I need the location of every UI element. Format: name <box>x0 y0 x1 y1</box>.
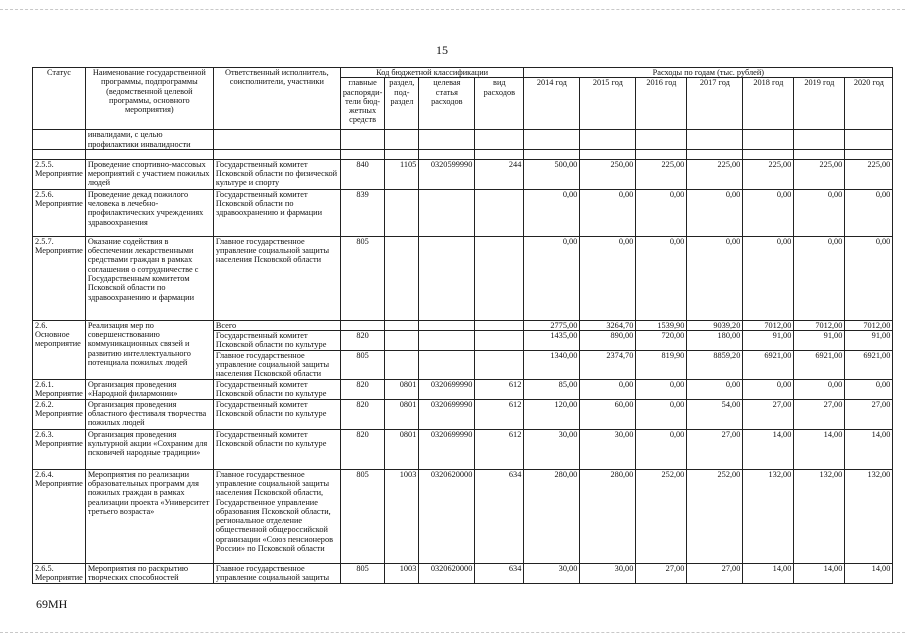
cell-name: Реализация мер по совершенствованию коммуникационных связей и развитию интеллектуального потенциала пожилых людей <box>85 320 213 379</box>
cell-section: 1105 <box>385 159 419 189</box>
cell-section <box>385 189 419 236</box>
cell-value: 252,00 <box>687 469 743 563</box>
cell-value: 8859,20 <box>687 350 743 379</box>
cell-value: 27,00 <box>636 563 687 583</box>
footer-code: 69МН <box>36 597 68 611</box>
cell-value: 0,00 <box>580 189 636 236</box>
cell-value: 91,00 <box>743 331 794 351</box>
cell-article: 0320620000 <box>419 469 475 563</box>
cell-value: 225,00 <box>687 159 743 189</box>
cell-name: Организация проведения культурной акции «Сохраним для псковичей народные традиции» <box>85 429 213 469</box>
header-grbs: главные распоряди-тели бюд-жетных средств <box>340 78 385 130</box>
cell-value: 0,00 <box>636 429 687 469</box>
cell-status: 2.5.7. Мероприятие <box>33 236 86 320</box>
cell-value: 27,00 <box>743 399 794 429</box>
header-name: Наименование государственной программы, подпрограммы (ведомственной целевой программы, основного мероприятия) <box>85 68 213 130</box>
cell-value: 0,00 <box>743 236 794 320</box>
cell-value: 14,00 <box>743 563 794 583</box>
cell-executor: Главное государственное управление социальной защиты населения Псковской области <box>213 350 340 379</box>
cell-value: 0,00 <box>524 236 580 320</box>
cell-value: 0,00 <box>743 379 794 399</box>
table-row <box>33 189 893 236</box>
cell-value: 30,00 <box>580 429 636 469</box>
cell-value: 120,00 <box>524 399 580 429</box>
cell-value: 0,00 <box>687 236 743 320</box>
cell-value: 85,00 <box>524 379 580 399</box>
cell-value: 0,00 <box>845 236 893 320</box>
cell-value: 0,00 <box>845 379 893 399</box>
cell-value: 54,00 <box>687 399 743 429</box>
scan-top-edge <box>0 9 905 10</box>
cell-value: 91,00 <box>845 331 893 351</box>
cell-value: 0,00 <box>524 189 580 236</box>
cell-executor: Государственный комитет Псковской области по культуре <box>213 399 340 429</box>
header-expenses-by-year: Расходы по годам (тыс. рублей) <box>524 68 893 78</box>
cell-value: 250,00 <box>580 159 636 189</box>
cell-exp-type: 612 <box>475 429 524 469</box>
cell-value: 14,00 <box>743 429 794 469</box>
cell-value: 0,00 <box>636 399 687 429</box>
cell-value: 132,00 <box>794 469 845 563</box>
page-number: 15 <box>436 43 448 57</box>
cell-value: 225,00 <box>794 159 845 189</box>
cell-value: 0,00 <box>687 189 743 236</box>
header-budget-classification: Код бюджетной классификации <box>340 68 524 78</box>
table-row <box>33 399 893 429</box>
header-executor: Ответственный исполнитель, соисполнители, участники <box>213 68 340 130</box>
header-status: Статус <box>33 68 86 130</box>
cell-value: 0,00 <box>794 236 845 320</box>
cell-value: 280,00 <box>524 469 580 563</box>
cell-section <box>385 236 419 320</box>
cell-grbs: 805 <box>340 563 385 583</box>
cell-value: 0,00 <box>687 379 743 399</box>
cell-exp-type <box>475 189 524 236</box>
cell-article: 0320699990 <box>419 379 475 399</box>
cell-value: 2775,00 <box>524 320 580 330</box>
cell-name: Организация проведения областного фестиваля творчества пожилых людей <box>85 399 213 429</box>
cell-value: 14,00 <box>794 563 845 583</box>
cell-value: 27,00 <box>794 399 845 429</box>
cell-value: 1435,00 <box>524 331 580 351</box>
cell-value: 27,00 <box>687 429 743 469</box>
header-year-2016: 2016 год <box>636 78 687 130</box>
cell-grbs: 820 <box>340 429 385 469</box>
cell-executor: Государственный комитет Псковской области по культуре <box>213 429 340 469</box>
cell-article <box>419 236 475 320</box>
cell-value: 91,00 <box>794 331 845 351</box>
cell-value: 30,00 <box>524 563 580 583</box>
cell-value: 7012,00 <box>743 320 794 330</box>
cell-name: Проведение декад пожилого человека в лечебно-профилактических учреждениях здравоохранения <box>85 189 213 236</box>
cell-value: 7012,00 <box>845 320 893 330</box>
cell-section: 0801 <box>385 379 419 399</box>
cell-value: 0,00 <box>636 189 687 236</box>
scan-bottom-edge <box>0 632 905 633</box>
cell-grbs: 805 <box>340 236 385 320</box>
cell-value: 0,00 <box>743 189 794 236</box>
cell-value: 252,00 <box>636 469 687 563</box>
cell-executor: Всего <box>213 320 340 330</box>
cell-value: 180,00 <box>687 331 743 351</box>
cell-value: 27,00 <box>687 563 743 583</box>
cell-section: 0801 <box>385 399 419 429</box>
cell-value: 1539,90 <box>636 320 687 330</box>
cell-article: 0320699990 <box>419 399 475 429</box>
cell-status: 2.6.5. Мероприятие <box>33 563 86 583</box>
cell-status: 2.6.4. Мероприятие <box>33 469 86 563</box>
continuation-text: инвалидами, с целью профилактики инвалидности <box>85 130 213 150</box>
cell-status: 2.6.2. Мероприятие <box>33 399 86 429</box>
cell-grbs: 839 <box>340 189 385 236</box>
cell-value: 0,00 <box>794 189 845 236</box>
cell-value: 6921,00 <box>743 350 794 379</box>
cell-value: 500,00 <box>524 159 580 189</box>
cell-value: 6921,00 <box>794 350 845 379</box>
budget-table <box>32 67 893 584</box>
cell-section: 0801 <box>385 429 419 469</box>
cell-name: Мероприятия по реализации образовательных программ для пожилых граждан в рамках реализации проекта «Университет третьего возраста» <box>85 469 213 563</box>
cell-value: 132,00 <box>845 469 893 563</box>
table-row <box>33 320 893 330</box>
cell-grbs: 840 <box>340 159 385 189</box>
cell-executor: Главное государственное управление социальной защиты <box>213 563 340 583</box>
cell-status: 2.6.1. Мероприятие <box>33 379 86 399</box>
cell-value: 0,00 <box>636 236 687 320</box>
cell-grbs: 805 <box>340 350 385 379</box>
cell-grbs: 820 <box>340 399 385 429</box>
cell-status: 2.6. Основное мероприятие <box>33 320 86 379</box>
header-article: целевая статья расходов <box>419 78 475 130</box>
cell-article: 0320599990 <box>419 159 475 189</box>
cell-name: Мероприятия по раскрытию творческих способностей <box>85 563 213 583</box>
cell-value: 1340,00 <box>524 350 580 379</box>
cell-value: 60,00 <box>580 399 636 429</box>
table-row <box>33 379 893 399</box>
table-row <box>33 159 893 189</box>
cell-grbs <box>340 320 385 330</box>
cell-executor: Государственный комитет Псковской области по культуре <box>213 331 340 351</box>
cell-status: 2.6.3. Мероприятие <box>33 429 86 469</box>
cell-section: 1003 <box>385 563 419 583</box>
header-year-2014: 2014 год <box>524 78 580 130</box>
cell-value: 720,00 <box>636 331 687 351</box>
table-row <box>33 236 893 320</box>
cell-value: 0,00 <box>580 236 636 320</box>
cell-executor: Государственный комитет Псковской области по физической культуре и спорту <box>213 159 340 189</box>
cell-status: 2.5.6. Мероприятие <box>33 189 86 236</box>
cell-grbs: 805 <box>340 469 385 563</box>
cell-exp-type: 634 <box>475 469 524 563</box>
cell-value: 0,00 <box>580 379 636 399</box>
cell-article: 0320620000 <box>419 563 475 583</box>
table-row <box>33 563 893 583</box>
cell-executor: Государственный комитет Псковской области по здравоохранению и фармации <box>213 189 340 236</box>
table-row <box>33 429 893 469</box>
cell-status: 2.5.5. Мероприятие <box>33 159 86 189</box>
cell-executor: Главное государственное управление социальной защиты населения Псковской области <box>213 236 340 320</box>
header-year-2017: 2017 год <box>687 78 743 130</box>
cell-value: 0,00 <box>636 379 687 399</box>
table-row <box>33 469 893 563</box>
cell-article <box>419 189 475 236</box>
cell-value: 14,00 <box>794 429 845 469</box>
cell-executor: Главное государственное управление социальной защиты населения Псковской области, Государственное управление образования Псковской области, региональное отделение общественной общероссийской организации «Союз пенсионеров России» по Псковской области <box>213 469 340 563</box>
cell-value: 27,00 <box>845 399 893 429</box>
cell-value: 225,00 <box>845 159 893 189</box>
cell-section: 1003 <box>385 469 419 563</box>
cell-exp-type: 612 <box>475 379 524 399</box>
cell-exp-type <box>475 236 524 320</box>
cell-value: 132,00 <box>743 469 794 563</box>
cell-value: 280,00 <box>580 469 636 563</box>
cell-value: 7012,00 <box>794 320 845 330</box>
cell-value: 819,90 <box>636 350 687 379</box>
cell-value: 890,00 <box>580 331 636 351</box>
cell-value: 0,00 <box>794 379 845 399</box>
header-year-2015: 2015 год <box>580 78 636 130</box>
cell-name: Проведение спортивно-массовых мероприятий с участием пожилых людей <box>85 159 213 189</box>
cell-value: 14,00 <box>845 429 893 469</box>
cell-value: 30,00 <box>524 429 580 469</box>
cell-value: 225,00 <box>743 159 794 189</box>
cell-value: 14,00 <box>845 563 893 583</box>
cell-grbs: 820 <box>340 331 385 351</box>
cell-value: 2374,70 <box>580 350 636 379</box>
cell-value: 225,00 <box>636 159 687 189</box>
cell-exp-type: 634 <box>475 563 524 583</box>
header-year-2019: 2019 год <box>794 78 845 130</box>
header-section: раздел, под-раздел <box>385 78 419 130</box>
cell-name: Оказание содействия в обеспечении лекарственными средствами граждан в рамках соглашения о сотрудничестве с Государственным комитетом Псковской области по здравоохранению и фармации <box>85 236 213 320</box>
cell-value: 6921,00 <box>845 350 893 379</box>
cell-value: 3264,70 <box>580 320 636 330</box>
cell-value: 0,00 <box>845 189 893 236</box>
cell-grbs: 820 <box>340 379 385 399</box>
cell-exp-type: 612 <box>475 399 524 429</box>
cell-name: Организация проведения «Народной филармонии» <box>85 379 213 399</box>
header-year-2020: 2020 год <box>845 78 893 130</box>
header-year-2018: 2018 год <box>743 78 794 130</box>
cell-exp-type: 244 <box>475 159 524 189</box>
cell-article: 0320699990 <box>419 429 475 469</box>
cell-value: 30,00 <box>580 563 636 583</box>
cell-value: 9039,20 <box>687 320 743 330</box>
header-expense-type: вид расходов <box>475 78 524 130</box>
cell-executor: Государственный комитет Псковской области по культуре <box>213 379 340 399</box>
